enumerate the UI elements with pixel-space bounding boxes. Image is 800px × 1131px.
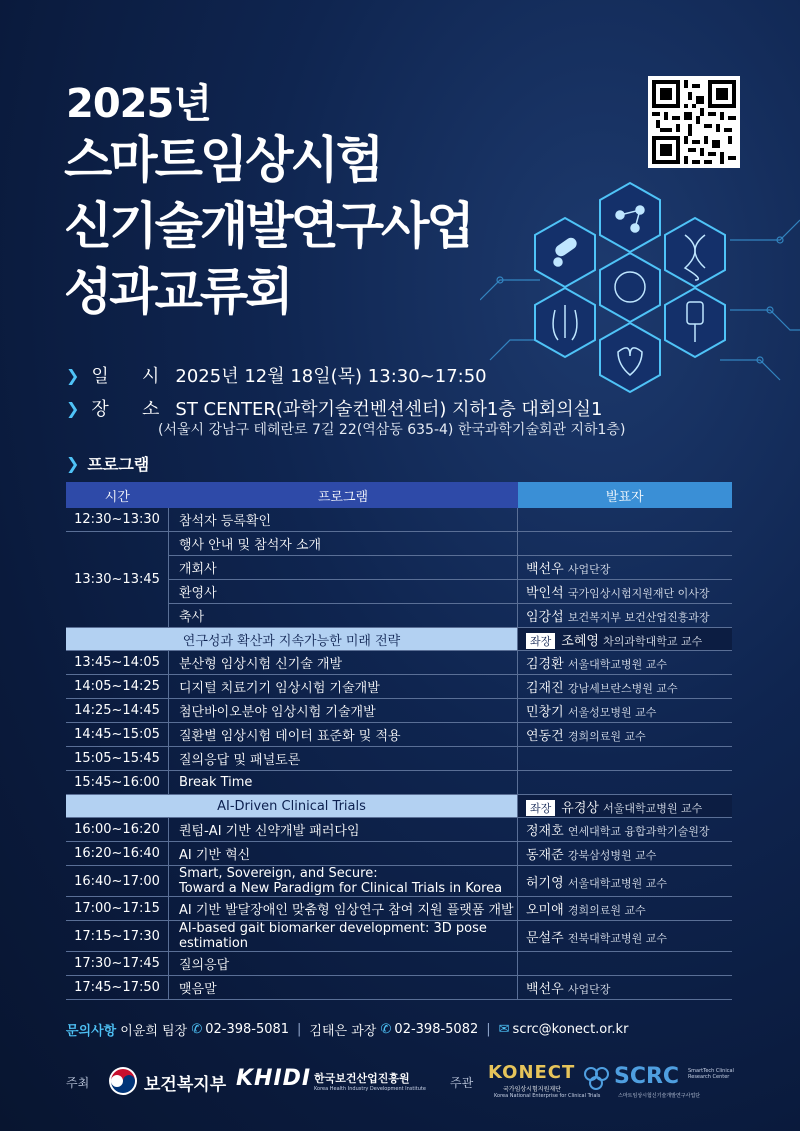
contact-label: 문의사항 — [66, 1024, 117, 1039]
speaker-affiliation: 강북삼성병원 교수 — [567, 849, 657, 862]
host2-en: Korea Health Industry Development Institute — [314, 1086, 426, 1092]
event-year: 2025년 — [66, 81, 211, 127]
session-program: AI 기반 발달장애인 맞춤형 임상연구 참여 지원 플랫폼 개발 — [169, 897, 518, 921]
table-row — [66, 675, 732, 699]
speaker-affiliation: 서울대학교병원 교수 — [567, 876, 667, 890]
session-speaker — [518, 921, 733, 952]
table-row — [66, 771, 732, 795]
table-row — [66, 651, 732, 675]
session-time: 14:25~14:45 — [66, 699, 169, 723]
program-table — [66, 482, 732, 1000]
khidi-logo: KHIDI — [236, 1066, 312, 1091]
session-program: 개회사 — [169, 556, 518, 580]
speaker-affiliation: 국가임상시험지원재단 이사장 — [567, 587, 710, 600]
session-program: 축사 — [169, 604, 518, 628]
session-program: AI-based gait biomarker development: 3D pose estimation — [169, 921, 518, 952]
table-row — [66, 818, 732, 842]
hex-brain — [600, 253, 660, 322]
table-row — [66, 976, 732, 1000]
session-program: 질환별 임상시험 데이터 표준화 및 적용 — [169, 723, 518, 747]
speaker-name: 백선우 — [526, 562, 564, 577]
session-program: AI 기반 혁신 — [169, 842, 518, 866]
contact-person2: 김태은 과장 — [309, 1024, 377, 1039]
scrc-logo-icon — [582, 1066, 612, 1090]
chair-affiliation: 차의과학대학교 교수 — [603, 634, 703, 648]
session-program: 맺음말 — [169, 976, 518, 1000]
session-speaker — [518, 675, 733, 699]
session-time: 14:05~14:25 — [66, 675, 169, 699]
event-place-row — [66, 395, 602, 421]
col-header-program: 프로그램 — [169, 482, 518, 508]
table-row — [66, 842, 732, 866]
session-program-line1: Smart, Sovereign, and Secure: — [179, 866, 378, 881]
event-title-line2: 신기술개발연구사업 — [64, 197, 472, 255]
chair-affiliation: 서울대학교병원 교수 — [603, 801, 703, 815]
session-program: 질의응답 — [169, 952, 518, 976]
speaker-affiliation: 전북대학교병원 교수 — [567, 931, 667, 945]
session-speaker — [518, 747, 733, 771]
date-label-char1: 일 — [91, 366, 109, 387]
speaker-name: 문설주 — [526, 930, 564, 946]
table-row — [66, 508, 732, 532]
host1-name: 보건복지부 — [144, 1075, 227, 1095]
speaker-affiliation: 사업단장 — [567, 563, 611, 576]
program-heading — [66, 452, 149, 475]
speaker-affiliation: 보건복지부 보건산업진흥과장 — [567, 611, 710, 624]
session-time: 13:45~14:05 — [66, 651, 169, 675]
speaker-name: 동재준 — [526, 848, 564, 863]
event-place: ST CENTER(과학기술컨벤션센터) 지하1층 대회의실1 — [175, 399, 603, 420]
contact-info: 문의사항 이윤희 팀장 ✆ 02-398-5081 | 김태은 과장 ✆ 02-398-5082 | ✉ scrc@konect.or.kr — [66, 1022, 629, 1039]
speaker-name: 박인석 — [526, 586, 564, 601]
table-row — [66, 699, 732, 723]
chevron-right-icon: ❯ — [66, 398, 80, 418]
session-speaker — [518, 508, 733, 532]
org2-name: 스마트임상시험신기술개발연구사업단 — [618, 1093, 701, 1099]
date-label-char2: 시 — [142, 366, 160, 387]
speaker-name: 김재진 — [526, 681, 564, 696]
table-row — [66, 897, 732, 921]
session-time: 16:20~16:40 — [66, 842, 169, 866]
chair-badge: 좌장 — [526, 633, 555, 649]
event-date: 2025년 12월 18일(목) 13:30~17:50 — [175, 366, 487, 387]
session-speaker — [518, 952, 733, 976]
host-label: 주최 — [66, 1076, 90, 1090]
session-speaker — [518, 556, 733, 580]
table-row — [66, 921, 732, 952]
scrc-logo: SCRC — [614, 1064, 680, 1089]
speaker-affiliation: 강남세브란스병원 교수 — [567, 682, 678, 695]
session-speaker — [518, 866, 733, 897]
session-speaker — [518, 651, 733, 675]
session-time: 14:45~15:05 — [66, 723, 169, 747]
session-time: 17:30~17:45 — [66, 952, 169, 976]
session-time: 17:00~17:15 — [66, 897, 169, 921]
session-program: 행사 안내 및 참석자 소개 — [169, 532, 518, 556]
speaker-name: 오미애 — [526, 903, 564, 918]
session-time: 15:05~15:45 — [66, 747, 169, 771]
speaker-affiliation: 서울대학교병원 교수 — [567, 658, 667, 671]
organizer-label: 주관 — [450, 1076, 474, 1090]
phone-icon: ✆ — [191, 1022, 203, 1037]
speaker-affiliation: 경희의료원 교수 — [567, 730, 646, 743]
section-header-row — [66, 628, 732, 651]
speaker-name: 백선우 — [526, 982, 564, 997]
speaker-name: 정재호 — [526, 824, 564, 839]
session-program: 퀀텀-AI 기반 신약개발 패러다임 — [169, 818, 518, 842]
chair-name: 조혜영 — [561, 633, 599, 649]
hex-heart — [600, 323, 660, 392]
section-title: AI-Driven Clinical Trials — [66, 795, 518, 818]
konect-logo: KONECT — [488, 1062, 576, 1083]
contact-email[interactable]: scrc@konect.or.kr — [512, 1022, 629, 1037]
session-time: 12:30~13:30 — [66, 508, 169, 532]
session-time: 15:45~16:00 — [66, 771, 169, 795]
section-chair — [518, 795, 733, 818]
session-speaker — [518, 532, 733, 556]
session-speaker — [518, 771, 733, 795]
session-speaker — [518, 580, 733, 604]
speaker-name: 임강섭 — [526, 610, 564, 625]
speaker-name: 민창기 — [526, 705, 564, 720]
speaker-name: 연동건 — [526, 729, 564, 744]
contact-phone2[interactable]: 02-398-5082 — [394, 1022, 479, 1037]
event-date-row — [66, 362, 487, 388]
session-program: 환영사 — [169, 580, 518, 604]
session-program: 참석자 등록확인 — [169, 508, 518, 532]
speaker-affiliation: 서울성모병원 교수 — [567, 706, 657, 719]
session-speaker — [518, 818, 733, 842]
session-program — [169, 866, 518, 897]
session-program: 첨단바이오분야 임상시험 기술개발 — [169, 699, 518, 723]
contact-person1: 이윤희 팀장 — [120, 1024, 188, 1039]
session-speaker — [518, 842, 733, 866]
chevron-right-icon: ❯ — [66, 365, 80, 385]
speaker-affiliation: 경희의료원 교수 — [567, 904, 646, 917]
table-row — [66, 747, 732, 771]
org1-en: Korea National Enterprise for Clinical Trials — [494, 1093, 601, 1099]
col-header-speaker: 발표자 — [518, 482, 733, 508]
hexagon-medical-illustration — [480, 180, 800, 410]
session-speaker — [518, 897, 733, 921]
section-header-row — [66, 795, 732, 818]
qr-code[interactable] — [648, 76, 740, 168]
session-program-line2: Toward a New Paradigm for Clinical Trials in Korea — [179, 881, 503, 896]
session-program: 질의응답 및 패널토론 — [169, 747, 518, 771]
place-label-char1: 장 — [91, 399, 109, 420]
speaker-name: 허기영 — [526, 875, 564, 891]
phone-icon: ✆ — [380, 1022, 392, 1037]
taegeuk-logo-icon — [108, 1066, 138, 1096]
session-time: 16:40~17:00 — [66, 866, 169, 897]
session-time: 17:15~17:30 — [66, 921, 169, 952]
email-icon: ✉ — [498, 1022, 510, 1037]
session-program: 분산형 임상시험 신기술 개발 — [169, 651, 518, 675]
event-address: (서울시 강남구 테헤란로 7길 22(역삼동 635-4) 한국과학기술회관 지하1층) — [158, 422, 626, 438]
session-speaker — [518, 723, 733, 747]
col-header-time: 시간 — [66, 482, 169, 508]
section-chair — [518, 628, 733, 651]
table-row — [66, 866, 732, 897]
speaker-affiliation: 연세대학교 융합과학기술원장 — [567, 825, 710, 838]
speaker-name: 김경환 — [526, 657, 564, 672]
hex-iv — [665, 288, 725, 357]
event-title-line3: 성과교류회 — [64, 263, 291, 321]
session-time: 17:45~17:50 — [66, 976, 169, 1000]
chevron-right-icon: ❯ — [66, 454, 80, 473]
section-title: 연구성과 확산과 지속가능한 미래 전략 — [66, 628, 518, 651]
table-row — [66, 723, 732, 747]
place-label-char2: 소 — [142, 399, 160, 420]
session-program: 디지털 치료기기 임상시험 기술개발 — [169, 675, 518, 699]
chair-badge: 좌장 — [526, 800, 555, 816]
speaker-affiliation: 사업단장 — [567, 983, 611, 996]
program-heading-text: 프로그램 — [87, 455, 150, 474]
host2-name: 한국보건산업진흥원 — [314, 1072, 410, 1085]
session-speaker — [518, 604, 733, 628]
session-speaker — [518, 699, 733, 723]
table-row — [66, 532, 732, 556]
session-time: 16:00~16:20 — [66, 818, 169, 842]
footer-logos — [0, 1050, 800, 1131]
org2-en: SmartTech Clinical Research Center — [688, 1068, 734, 1080]
chair-name: 유경상 — [561, 800, 599, 816]
contact-phone1[interactable]: 02-398-5081 — [205, 1022, 290, 1037]
session-program: Break Time — [169, 771, 518, 795]
qr-code-icon — [652, 80, 736, 164]
session-time: 13:30~13:45 — [66, 532, 169, 628]
hex-molecule — [600, 183, 660, 252]
table-row — [66, 952, 732, 976]
session-speaker — [518, 976, 733, 1000]
event-title-line1: 스마트임상시험 — [64, 131, 382, 189]
org1-name: 국가임상시험지원재단 — [503, 1086, 561, 1093]
